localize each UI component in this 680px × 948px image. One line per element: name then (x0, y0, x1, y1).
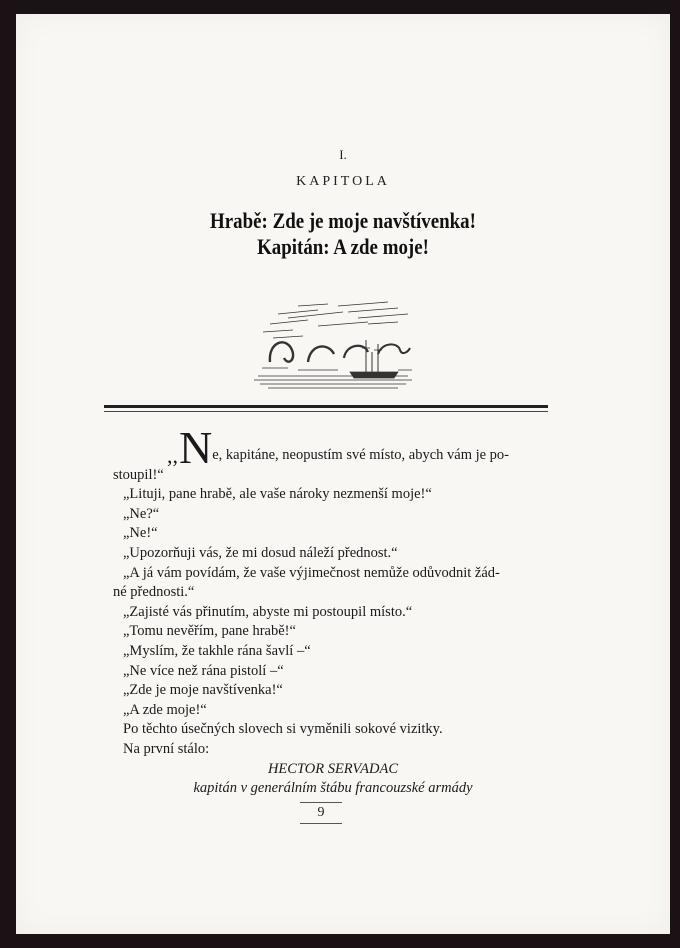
text-line: „Zde je moje navštívenka!“ (123, 682, 283, 699)
text-line: „Ne více než rána pistolí –“ (123, 662, 284, 679)
text-line: „Ne!“ (123, 525, 158, 542)
chapter-title (62, 208, 624, 260)
text-line: né přednosti.“ (113, 584, 195, 601)
text-line: „Lituji, pane hrabě, ale vaše nároky nezmenší moje!“ (123, 486, 432, 503)
text-line: „A já vám povídám, že vaše výjimečnost nemůže odůvodnit žád- (123, 564, 500, 581)
book-page (16, 14, 670, 934)
page-number: 9 (300, 802, 342, 824)
card-name: HECTOR SERVADAC (267, 760, 399, 777)
dropcap-letter: N (179, 422, 213, 473)
card-title: kapitán v generálním štábu francouzské armády (193, 780, 473, 797)
text-line: e, kapitáne, neopustím své místo, abych vám je po- (212, 447, 510, 463)
text-line: „Myslím, že takhle rána šavlí –“ (123, 642, 311, 659)
text-line: „Zajisté vás přinutím, abyste mi postoupil místo.“ (123, 603, 413, 620)
text-line: „Tomu nevěřím, pane hrabě!“ (123, 623, 296, 640)
header-rule-thick (104, 405, 548, 408)
chapter-label: KAPITOLA (296, 174, 390, 189)
opening-paragraph (113, 422, 553, 473)
text-line: stoupil!“ (113, 466, 164, 483)
text-line: Na první stálo: (123, 740, 210, 757)
text-line: „A zde moje!“ (123, 701, 207, 718)
header-rule-thin (104, 411, 548, 412)
chapter-title-line-2: Kapitán: A zde moje! (257, 234, 429, 259)
text-line: Po těchto úsečných slovech si vyměnili sokové vizitky. (123, 721, 443, 738)
chapter-number: I. (339, 147, 347, 162)
text-line: „Ne?“ (123, 505, 160, 522)
text-line: „Upozorňuji vás, že mi dosud náleží přednost.“ (123, 544, 398, 561)
chapter-title-line-1: Hrabě: Zde je moje navštívenka! (210, 208, 476, 233)
dropcap-quote: ,, (167, 443, 178, 468)
chapter-body (113, 422, 553, 799)
sea-serpent-ship-engraving-icon (248, 292, 416, 392)
